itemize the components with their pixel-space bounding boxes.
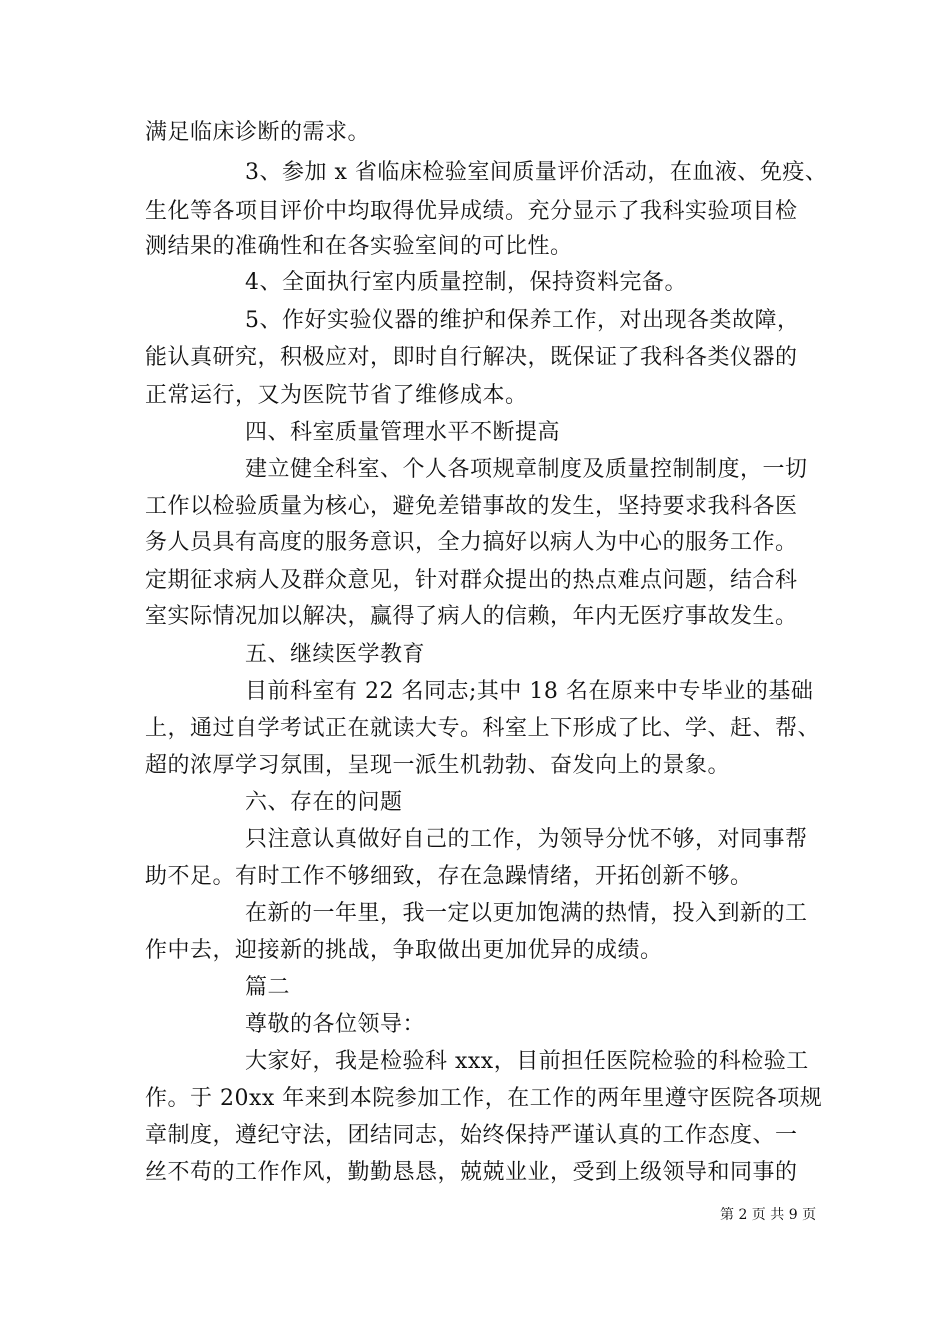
text-line: 丝不苟的工作作风，勤勤恳恳，兢兢业业，受到上级领导和同事的: [145, 1160, 798, 1185]
text-line: 作中去，迎接新的挑战，争取做出更加优异的成绩。: [145, 938, 663, 963]
text-line: 尊敬的各位领导：: [245, 1012, 426, 1037]
text-line: 只注意认真做好自己的工作，为领导分忧不够，对同事帮: [245, 827, 808, 852]
text-line: 超的浓厚学习氛围，呈现一派生机勃勃、奋发向上的景象。: [145, 753, 731, 778]
text-line: 室实际情况加以解决，赢得了病人的信赖，年内无医疗事故发生。: [145, 604, 798, 629]
text-line: 生化等各项目评价中均取得优异成绩。充分显示了我科实验项目检: [145, 199, 798, 224]
text-line: 5、作好实验仪器的维护和保养工作，对出现各类故障，: [245, 308, 800, 333]
section-heading: 五、继续医学教育: [245, 642, 426, 667]
section-heading: 六、存在的问题: [245, 790, 403, 815]
text-line: 务人员具有高度的服务意识，全力搞好以病人为中心的服务工作。: [145, 530, 798, 555]
text-line: 正常运行，又为医院节省了维修成本。: [145, 383, 528, 408]
text-line: 章制度，遵纪守法，团结同志，始终保持严谨认真的工作态度、一: [145, 1123, 798, 1148]
text-line: 作。于 20xx 年来到本院参加工作，在工作的两年里遵守医院各项规: [145, 1086, 823, 1111]
text-line: 建立健全科室、个人各项规章制度及质量控制制度，一切: [245, 457, 808, 482]
text-line: 上，通过自学考试正在就读大专。科室上下形成了比、学、赶、帮、: [145, 716, 821, 741]
text-line: 大家好，我是检验科 xxx，目前担任医院检验的科检验工: [245, 1049, 809, 1074]
text-line: 满足临床诊断的需求。: [145, 120, 371, 145]
text-line: 助不足。有时工作不够细致，存在急躁情绪，开拓创新不够。: [145, 864, 753, 889]
text-line: 在新的一年里，我一定以更加饱满的热情，投入到新的工: [245, 901, 808, 926]
text-line: 测结果的准确性和在各实验室间的可比性。: [145, 234, 573, 259]
page-number: 第 2 页 共 9 页: [720, 1207, 817, 1223]
text-line: 目前科室有 22 名同志;其中 18 名在原来中专毕业的基础: [245, 679, 814, 704]
section-heading: 篇二: [245, 975, 291, 1000]
text-line: 3、参加 x 省临床检验室间质量评价活动，在血液、免疫、: [245, 160, 828, 185]
text-line: 能认真研究，积极应对，即时自行解决，既保证了我科各类仪器的: [145, 345, 798, 370]
text-line: 工作以检验质量为核心，避免差错事故的发生，坚持要求我科各医: [145, 494, 798, 519]
section-heading: 四、科室质量管理水平不断提高: [245, 420, 561, 445]
text-line: 定期征求病人及群众意见，针对群众提出的热点难点问题，结合科: [145, 568, 798, 593]
text-line: 4、全面执行室内质量控制，保持资料完备。: [245, 270, 687, 295]
